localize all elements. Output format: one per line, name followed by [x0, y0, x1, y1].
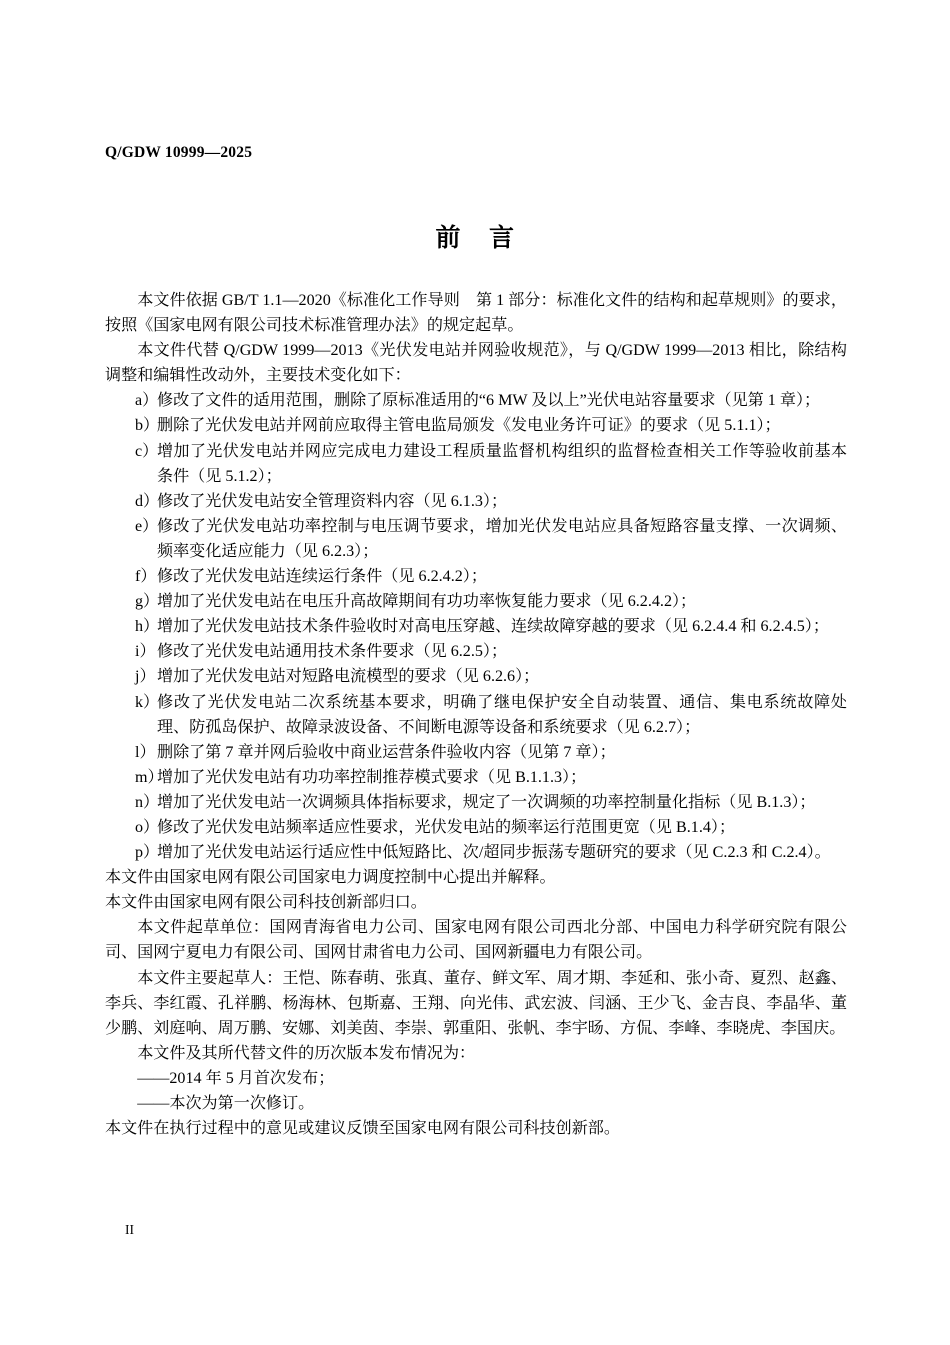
change-marker: c）: [135, 442, 159, 460]
change-marker: h）: [135, 618, 160, 636]
change-item-p: [105, 840, 847, 865]
change-item-c: [105, 439, 847, 489]
page-title-char-1: 前: [435, 224, 461, 252]
paragraph-feedback: 本文件在执行过程中的意见或建议反馈至国家电网有限公司科技创新部。: [105, 1120, 620, 1138]
change-text: 修改了光伏发电站通用技术条件要求（见 6.2.5）；: [157, 643, 508, 661]
change-item-h: [105, 614, 847, 639]
paragraph-basis: 本文件依据 GB/T 1.1—2020《标准化工作导则 第 1 部分：标准化文件的结构和起草规则》的要求，按照《国家电网有限公司技术标准管理办法》的规定起草。: [105, 292, 847, 335]
document-body: [105, 288, 847, 1141]
change-item-k: [105, 690, 847, 740]
change-text: 修改了光伏发电站安全管理资料内容（见 6.1.3）；: [157, 492, 508, 510]
change-marker: k）: [135, 693, 160, 711]
change-marker: j）: [135, 668, 156, 686]
change-text: 增加了光伏发电站有功功率控制推荐模式要求（见 B.1.1.3）；: [157, 768, 587, 786]
page-title: [0, 218, 950, 254]
change-text: 增加了光伏发电站并网应完成电力建设工程质量监督机构组织的监督检查相关工作等验收前基本条件（见 5.1.2）；: [157, 442, 847, 485]
change-text: 修改了光伏发电站二次系统基本要求，明确了继电保护安全自动装置、通信、集电系统故障处理、防孤岛保护、故障录波设备、不间断电源等设备和系统要求（见 6.2.7）；: [157, 693, 847, 736]
change-item-i: [105, 639, 847, 664]
change-marker: l）: [135, 743, 156, 761]
paragraph-version-history-intro: 本文件及其所代替文件的历次版本发布情况为：: [137, 1044, 476, 1062]
change-marker: a）: [135, 392, 159, 410]
change-item-b: [105, 413, 847, 438]
page-number: II: [125, 1222, 134, 1237]
change-item-a: [105, 388, 847, 413]
change-item-f: [105, 564, 847, 589]
change-text: 修改了光伏发电站功率控制与电压调节要求，增加光伏发电站应具备短路容量支撑、一次调频、频率变化适应能力（见 6.2.3）；: [157, 517, 847, 560]
change-text: 增加了光伏发电站一次调频具体指标要求，规定了一次调频的功率控制量化指标（见 B.1.3）；: [157, 793, 816, 811]
change-item-l: [105, 740, 847, 765]
change-marker: b）: [135, 417, 160, 435]
version-history-entry-1: ——2014 年 5 月首次发布；: [137, 1069, 335, 1087]
version-history-entry-2: ——本次为第一次修订。: [137, 1095, 315, 1112]
change-marker: f）: [135, 568, 157, 586]
change-item-d: [105, 489, 847, 514]
change-text: 增加了光伏发电站在电压升高故障期间有功功率恢复能力要求（见 6.2.4.2）；: [157, 593, 697, 611]
change-item-e: [105, 514, 847, 564]
paragraph-administered-by: 本文件由国家电网有限公司科技创新部归口。: [105, 894, 427, 912]
change-text: 修改了光伏发电站连续运行条件（见 6.2.4.2）；: [157, 568, 487, 586]
change-text: 增加了光伏发电站对短路电流模型的要求（见 6.2.6）；: [157, 668, 540, 686]
change-item-j: [105, 664, 847, 689]
change-text: 删除了第 7 章并网后验收中商业运营条件验收内容（见第 7 章）；: [157, 743, 616, 761]
change-text: 修改了文件的适用范围，删除了原标准适用的“6 MW 及以上”光伏电站容量要求（见第 1 章）；: [157, 392, 821, 410]
paragraph-replaces: 本文件代替 Q/GDW 1999—2013《光伏发电站并网验收规范》，与 Q/GDW 1999—2013 相比，除结构调整和编辑性改动外，主要技术变化如下：: [105, 342, 847, 385]
change-item-o: [105, 815, 847, 840]
change-marker: o）: [135, 818, 160, 836]
change-text: 增加了光伏发电站技术条件验收时对高电压穿越、连续故障穿越的要求（见 6.2.4.4 和 6.2.4.5）；: [157, 618, 829, 636]
change-marker: g）: [135, 593, 160, 611]
change-marker: m）: [135, 768, 164, 786]
paragraph-drafting-units: 本文件起草单位：国网青海省电力公司、国家电网有限公司西北分部、中国电力科学研究院有限公司、国网宁夏电力有限公司、国网甘肃省电力公司、国网新疆电力有限公司。: [105, 919, 847, 962]
change-marker: d）: [135, 492, 160, 510]
change-text: 修改了光伏发电站频率适应性要求，光伏发电站的频率运行范围更宽（见 B.1.4）；: [157, 818, 736, 836]
standard-code-header: Q/GDW 10999—2025: [105, 144, 253, 161]
change-marker: e）: [135, 517, 159, 535]
change-marker: i）: [135, 643, 156, 661]
change-marker: p）: [135, 844, 160, 862]
change-text: 删除了光伏发电站并网前应取得主管电监局颁发《发电业务许可证》的要求（见 5.1.1）；: [157, 417, 781, 435]
change-item-g: [105, 589, 847, 614]
page-title-char-2: 言: [489, 224, 515, 252]
paragraph-proposed-by: 本文件由国家电网有限公司国家电力调度控制中心提出并解释。: [105, 869, 556, 887]
change-text: 增加了光伏发电站运行适应性中低短路比、次/超同步振荡专题研究的要求（见 C.2.3 和 C.2.4）。: [157, 844, 831, 862]
paragraph-main-drafters: 本文件主要起草人：王恺、陈春萌、张真、董存、鲜文军、周才期、李延和、张小奇、夏烈、赵鑫、李兵、李红霞、孔祥鹏、杨海林、包斯嘉、王翔、向光伟、武宏波、闫涵、王少飞、金吉良、李晶华、董少鹏、刘庭响、周万鹏、安娜、刘美茵、李崇、郭重阳、张帆、李宇旸、方侃、李峰、李晓虎、李国庆。: [105, 969, 847, 1037]
change-item-m: [105, 765, 847, 790]
change-item-n: [105, 790, 847, 815]
change-marker: n）: [135, 793, 160, 811]
